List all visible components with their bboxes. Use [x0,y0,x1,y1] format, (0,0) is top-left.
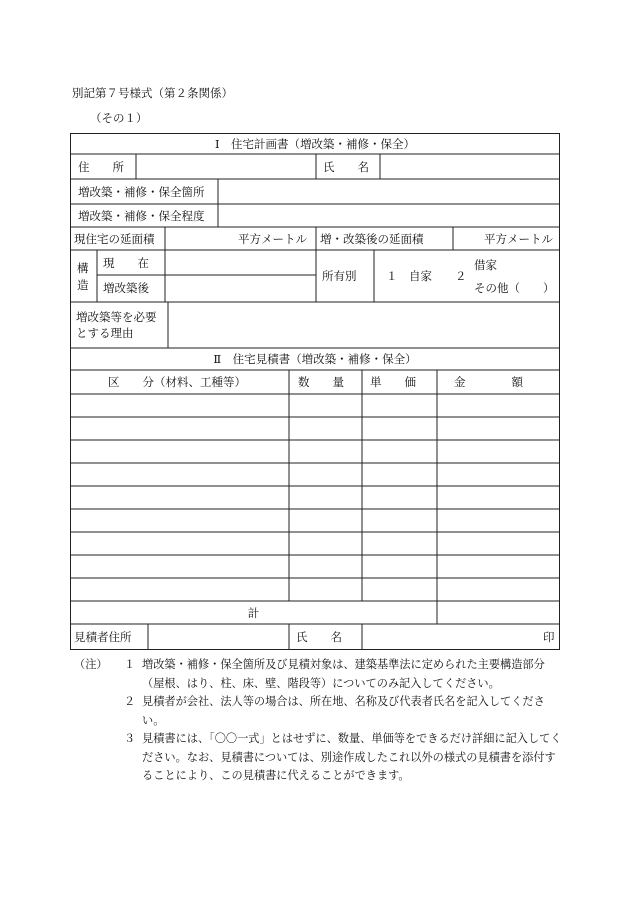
renovation-extent-field[interactable] [219,205,559,226]
address-label: 住 所 [78,160,124,174]
structure-label: 構 [77,261,89,275]
current-structure-field[interactable] [166,251,315,274]
after-structure-field[interactable] [166,276,315,301]
renovation-location-field[interactable] [219,180,559,203]
estimator-address-field[interactable] [149,625,288,649]
renovation-extent-label: 増改築・補修・保全程度 [78,209,205,223]
form-title: 別記第７号様式（第２条関係） [72,86,233,100]
other-option[interactable]: その他（ ） [474,281,555,295]
name-field[interactable] [381,155,559,178]
area-unit: 平方メートル [484,232,553,246]
renovation-location-label: 増改築・補修・保全箇所 [78,185,205,199]
note-number: ３ [124,732,136,745]
after-floor-area-label: 増・改築後の延面積 [320,232,424,246]
name-label: 氏 名 [323,160,369,174]
note-text: 見積者が会社、法人等の場合は、所在地、名称及び代表者氏名を記入してください。 [142,695,545,727]
column-header-unit-price: 単 価 [370,375,416,389]
form-table [70,133,560,650]
current-floor-area-label: 現住宅の延面積 [74,232,155,246]
ownership-label: 所有別 [322,269,357,283]
structure-label: 造 [77,278,89,292]
after-renovation-label: 増改築後 [103,281,149,295]
column-header-category: 区 分（材料、工種等） [108,375,246,389]
note-number: ２ [124,695,136,708]
own-house-option[interactable]: １ 自家 [386,269,432,283]
notes-prefix: （注） [74,658,108,671]
area-unit: 平方メートル [238,232,307,246]
reason-label: 増改築等を必要 [76,310,157,324]
total-label: 計 [247,606,260,620]
option-two-number: ２ [455,269,467,283]
reason-field[interactable] [169,303,559,347]
section1-title: Ⅰ 住宅計画書（増改築・補修・保全） [214,137,416,151]
note-number: １ [124,658,136,671]
estimator-name-label: 氏 名 [296,630,342,644]
form-subtitle: （その１） [90,111,148,125]
note-item [74,730,564,786]
estimator-address-label: 見積者住所 [74,630,132,644]
note-text: 見積書には、「〇〇一式」とはせずに、数量、単価等をできるだけ詳細に記入してください。なお、見積書については、別途作成したこれ以外の様式の見積書を添付することにより、この見積書に代えることができます。 [142,732,562,782]
column-header-amount: 金 額 [454,375,523,389]
note-item [74,693,564,730]
seal-mark: 印 [543,630,555,644]
rented-option[interactable]: 借家 [474,258,497,272]
note-item [74,656,564,693]
estimator-name-field[interactable] [363,625,543,649]
address-field[interactable] [137,155,315,178]
current-label: 現 在 [103,256,149,270]
column-header-quantity: 数 量 [298,375,344,389]
section2-title: Ⅱ 住宅見積書（増改築・補修・保全） [213,352,417,366]
reason-label: とする理由 [76,326,134,340]
total-amount-field[interactable] [438,602,559,623]
note-text: 増改築・補修・保全箇所及び見積対象は、建築基準法に定められた主要構造部分（屋根、はり、柱、床、壁、階段等）についてのみ記入してください。 [142,658,545,690]
notes-section [74,656,564,786]
